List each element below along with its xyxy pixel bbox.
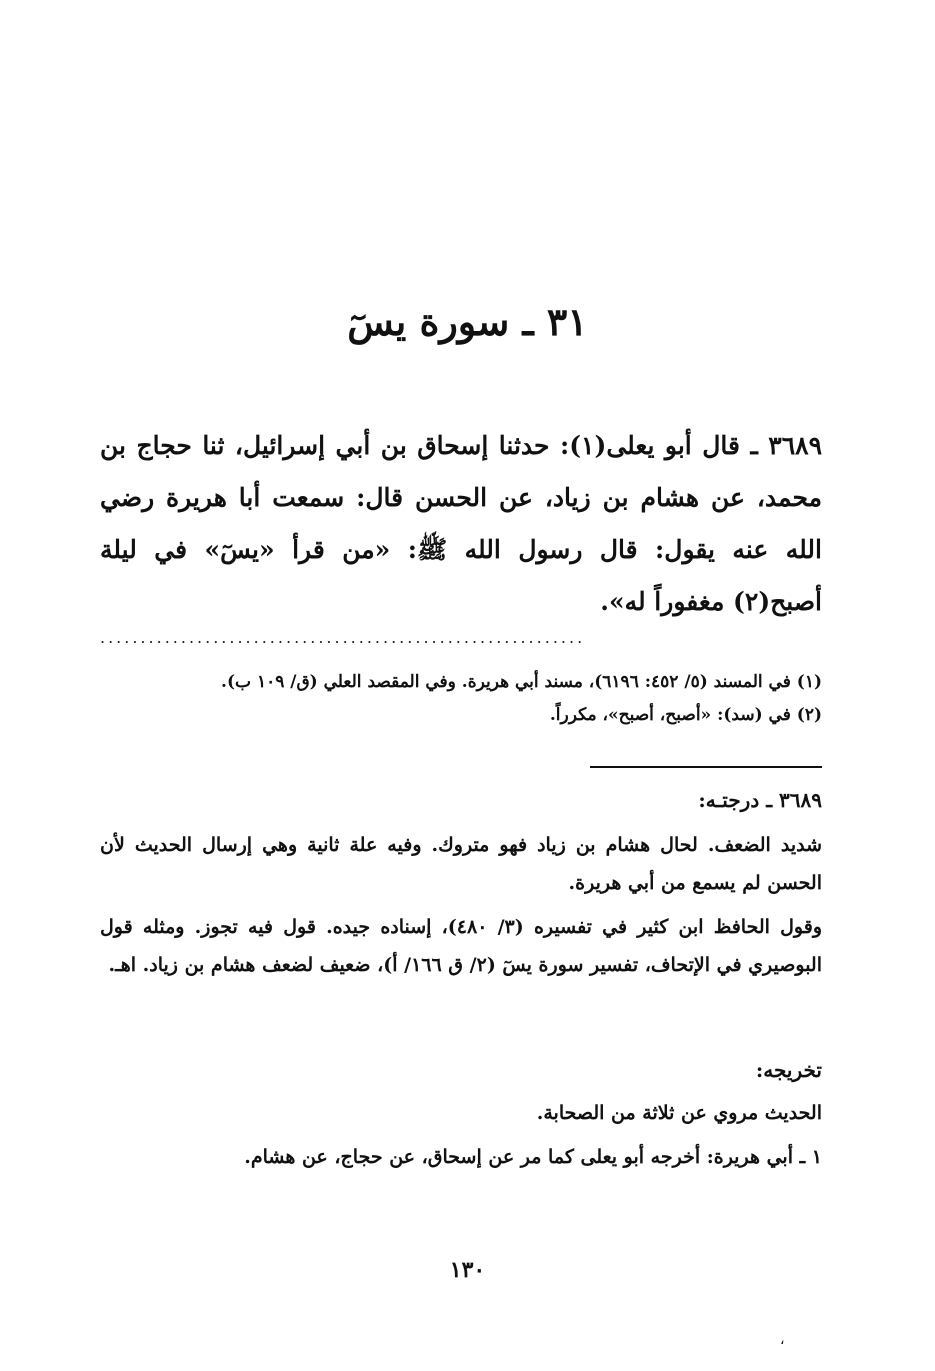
grade-heading: ٣٦٨٩ ـ درجتـه: — [698, 788, 822, 812]
takhrij-paragraph-1: الحديث مروي عن ثلاثة من الصحابة. — [536, 1102, 822, 1124]
footnote-1: (١) في المسند (٥/ ٤٥٢: ٦١٩٦)، مسند أبي هريرة. وفي المقصد العلي (ق/ ١٠٩ ب). — [221, 672, 822, 692]
footnote-separator: ............................................................ — [100, 628, 586, 647]
footnote-2: (٢) في (سد): «أصبح، أصبح»، مكرراً. — [549, 705, 822, 725]
takhrij-paragraph-2: ١ ـ أبي هريرة: أخرجه أبو يعلى كما مر عن إسحاق، عن حجاج، عن هشام. — [244, 1146, 822, 1168]
chapter-title: ٣١ ـ سورة يسٓ — [347, 299, 588, 344]
page-number: ١٣٠ — [449, 1257, 486, 1283]
hadith-text: ٣٦٨٩ ـ قال أبو يعلى(١): حدثنا إسحاق بن أبي إسرائيل، ثنا حجاج بن محمد، عن هشام بن زياد، عن الحسن قال: سمعت أبا هريرة رضي الله عنه يقول: قال رسول الله ﷺ: «من قرأ «يسٓ» في ليلة أصبح(٢) مغفوراً له». — [100, 431, 823, 616]
section-divider — [590, 766, 822, 768]
grade-paragraph-2: وقول الحافظ ابن كثير في تفسيره (٣/ ٤٨٠)، إسناده جيده. قول فيه تجوز. ومثله قول البوصيري في الإتحاف، تفسير سورة يسٓ (٢/ ق ١٦٦/ أ)، ضعيف لضعف هشام بن زياد. اهـ. — [100, 916, 823, 976]
takhrij-heading: تخريجه: — [755, 1058, 822, 1082]
grade-paragraph-1: شديد الضعف. لحال هشام بن زياد فهو متروك. وفيه علة ثانية وهي إرسال الحديث لأن الحسن لم يسمع من أبي هريرة. — [100, 834, 822, 894]
page-mark: ، — [780, 1332, 785, 1348]
